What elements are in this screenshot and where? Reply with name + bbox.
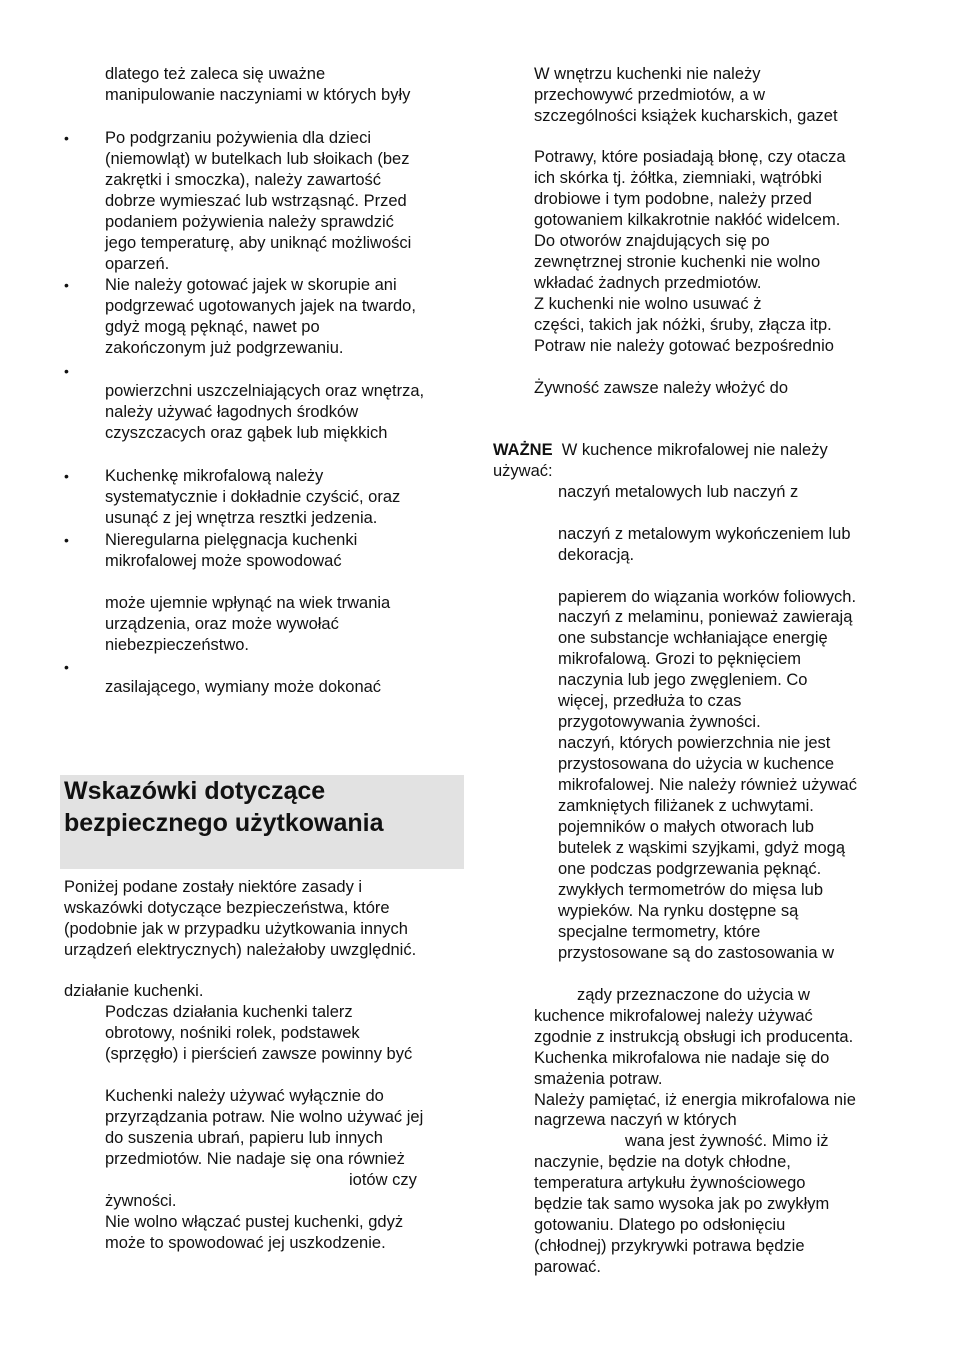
- text-line: (podobnie jak w przypadku użytkowania innych: [64, 920, 408, 938]
- text-line: przystosowane są do zastosowania w: [558, 944, 835, 962]
- text-line: papierem do wiązania worków foliowych.: [558, 588, 857, 606]
- text-line: Po podgrzaniu pożywienia dla dzieci: [105, 129, 371, 147]
- text-line: Nie należy gotować jajek w skorupie ani: [105, 276, 397, 294]
- text-line: drobiowe i tym podobne, należy przed: [534, 190, 812, 208]
- text-line: ządy przeznaczone do użycia w: [577, 986, 810, 1004]
- text-line: przedmiotów. Nie nadaje się ona również: [105, 1150, 405, 1168]
- text-line: wana jest żywność. Mimo iż: [625, 1132, 829, 1150]
- text-line: Kuchenkę mikrofalową należy: [105, 467, 324, 485]
- text-line: (chłodnej) przykrywki potrawa będzie: [534, 1237, 805, 1255]
- text-line: (niemowląt) w butelkach lub słoikach (bez: [105, 150, 410, 168]
- text-line: Żywność zawsze należy włożyć do: [534, 379, 789, 397]
- text-line: naczynia lub jego zwęgleniem. Co: [558, 671, 808, 689]
- text-line: naczyń z melaminu, ponieważ zawierają: [558, 608, 853, 626]
- bullet-marker: •: [64, 363, 69, 379]
- text-line: gdyż mogą pęknąć, nawet po: [105, 318, 320, 336]
- text-line: może ujemnie wpłynąć na wiek trwania: [105, 594, 391, 612]
- text-line: wskazówki dotyczące bezpieczeństwa, które: [64, 899, 390, 917]
- text-line: mikrofalową. Grozi to pęknięciem: [558, 650, 802, 668]
- text-line: należy używać łagodnych środków: [105, 403, 359, 421]
- text-line: Potrawy, które posiadają błonę, czy otacza: [534, 148, 846, 166]
- text-line: podgrzewać ugotowanych jajek na twardo,: [105, 297, 416, 315]
- bullet-marker: •: [64, 468, 69, 484]
- text-line: gotowaniu. Dlatego po odsłonięciu: [534, 1216, 786, 1234]
- text-line: zasilającego, wymiany może dokonać: [105, 678, 382, 696]
- text-line: Do otworów znajdujących się po: [534, 232, 770, 250]
- text-line: specjalne termometry, które: [558, 923, 761, 941]
- text-line: (sprzęgło) i pierścień zawsze powinny być: [105, 1045, 413, 1063]
- bullet-marker: •: [64, 130, 69, 146]
- text-line: Z kuchenki nie wolno usuwać ż: [534, 295, 762, 313]
- bullet-marker: •: [64, 532, 69, 548]
- bullet-marker: •: [64, 277, 69, 293]
- text-line: temperatura artykułu żywnościowego: [534, 1174, 806, 1192]
- text-line: jego temperaturę, aby uniknąć możliwości: [105, 234, 412, 252]
- text-line: butelek z wąskimi szyjkami, gdyż mogą: [558, 839, 846, 857]
- text-line: przygotowywania żywności.: [558, 713, 761, 731]
- text-line: będzie tak samo wysoka jak po zwykłym: [534, 1195, 830, 1213]
- section-heading-line: Wskazówki dotyczące: [64, 777, 326, 805]
- text-line: naczyń z metalowym wykończeniem lub: [558, 525, 851, 543]
- text-line: żywności.: [105, 1192, 177, 1210]
- text-line: powierzchni uszczelniających oraz wnętrza,: [105, 382, 425, 400]
- text-line: ich skórka tj. żółtka, ziemniaki, wątróbki: [534, 169, 822, 187]
- text-line: zewnętrznej stronie kuchenki nie wolno: [534, 253, 821, 271]
- text-line: zwykłych termometrów do mięsa lub: [558, 881, 823, 899]
- text-line: Kuchenki należy używać wyłącznie do: [105, 1087, 384, 1105]
- text-line: szczególności książek kucharskich, gazet: [534, 107, 838, 125]
- text-line: one substancje wchłaniające energię: [558, 629, 828, 647]
- text-line: naczyń metalowych lub naczyń z: [558, 483, 799, 501]
- text-line: parować.: [534, 1258, 601, 1276]
- text-line: one podczas podgrzewania pęknąć.: [558, 860, 822, 878]
- text-line: zakończonym już podgrzewaniu.: [105, 339, 344, 357]
- text-line: Poniżej podane zostały niektóre zasady i: [64, 878, 363, 896]
- text-line: obrotowy, nośniki rolek, podstawek: [105, 1024, 360, 1042]
- text-line: może to spowodować jej uszkodzenie.: [105, 1234, 386, 1252]
- text-line: przystosowana do użycia w kuchence: [558, 755, 835, 773]
- text-line: mikrofalowej. Nie należy również używać: [558, 776, 857, 794]
- text-line: zgodnie z instrukcją obsługi ich producenta.: [534, 1028, 854, 1046]
- text-line: niebezpieczeństwo.: [105, 636, 250, 654]
- text-line: części, takich jak nóżki, śruby, złącza itp.: [534, 316, 832, 334]
- text-line: urządzenia, oraz może wywołać: [105, 615, 339, 633]
- text-line: przechowywć przedmiotów, a w: [534, 86, 766, 104]
- important-text: W kuchence mikrofalowej nie należy: [552, 441, 828, 459]
- text-line: podaniem pożywienia należy sprawdzić: [105, 213, 394, 231]
- text-line: kuchence mikrofalowej należy używać: [534, 1007, 813, 1025]
- text-line: Nie wolno włączać pustej kuchenki, gdyż: [105, 1213, 404, 1231]
- text-line: przyrządzania potraw. Nie wolno używać jej: [105, 1108, 424, 1126]
- text-line: Nieregularna pielęgnacja kuchenki: [105, 531, 358, 549]
- text-line: smażenia potraw.: [534, 1070, 663, 1088]
- text-line: usunąć z jej wnętrza resztki jedzenia.: [105, 509, 378, 527]
- text-line: Potraw nie należy gotować bezpośrednio: [534, 337, 834, 355]
- text-line: dobrze wymieszać lub wstrząsnąć. Przed: [105, 192, 407, 210]
- text-line: Kuchenka mikrofalowa nie nadaje się do: [534, 1049, 830, 1067]
- text-line: dekoracją.: [558, 546, 635, 564]
- text-line: wypieków. Na rynku dostępne są: [558, 902, 799, 920]
- text-line: działanie kuchenki.: [64, 982, 204, 1000]
- text-line: W wnętrzu kuchenki nie należy: [534, 65, 761, 83]
- text-line: pojemników o małych otworach lub: [558, 818, 814, 836]
- text-line: czyszczacych oraz gąbek lub miękkich: [105, 424, 388, 442]
- text-line: naczyń, których powierzchnia nie jest: [558, 734, 831, 752]
- text-line: do suszenia ubrań, papieru lub innych: [105, 1129, 383, 1147]
- text-line: Podczas działania kuchenki talerz: [105, 1003, 353, 1021]
- text-line: gotowaniem kilkakrotnie nakłóć widelcem.: [534, 211, 841, 229]
- text-line: naczynie, będzie na dotyk chłodne,: [534, 1153, 791, 1171]
- text-line: zamkniętych filiżanek z uchwytami.: [558, 797, 814, 815]
- text-line: oparzeń.: [105, 255, 170, 273]
- section-heading-line: bezpiecznego użytkowania: [64, 809, 384, 837]
- text-line: używać:: [493, 462, 553, 480]
- text-line: urządzeń elektrycznych) należałoby uwzględnić.: [64, 941, 417, 959]
- important-notice: [493, 440, 828, 461]
- text-line: nagrzewa naczyń w których: [534, 1111, 737, 1129]
- text-line: mikrofalowej może spowodować: [105, 552, 342, 570]
- text-line: iotów czy: [349, 1171, 417, 1189]
- text-line: Należy pamiętać, iż energia mikrofalowa nie: [534, 1091, 856, 1109]
- section-heading: [60, 775, 464, 869]
- text-line: zakrętki i smoczka), należy zawartość: [105, 171, 381, 189]
- text-line: manipulowanie naczyniami w których były: [105, 86, 411, 104]
- text-line: więcej, przedłuża to czas: [558, 692, 742, 710]
- text-line: dlatego też zaleca się uważne: [105, 65, 326, 83]
- text-line: wkładać żadnych przedmiotów.: [534, 274, 762, 292]
- text-line: systematycznie i dokładnie czyścić, oraz: [105, 488, 401, 506]
- important-label: WAŻNE: [493, 441, 553, 459]
- bullet-marker: •: [64, 659, 69, 675]
